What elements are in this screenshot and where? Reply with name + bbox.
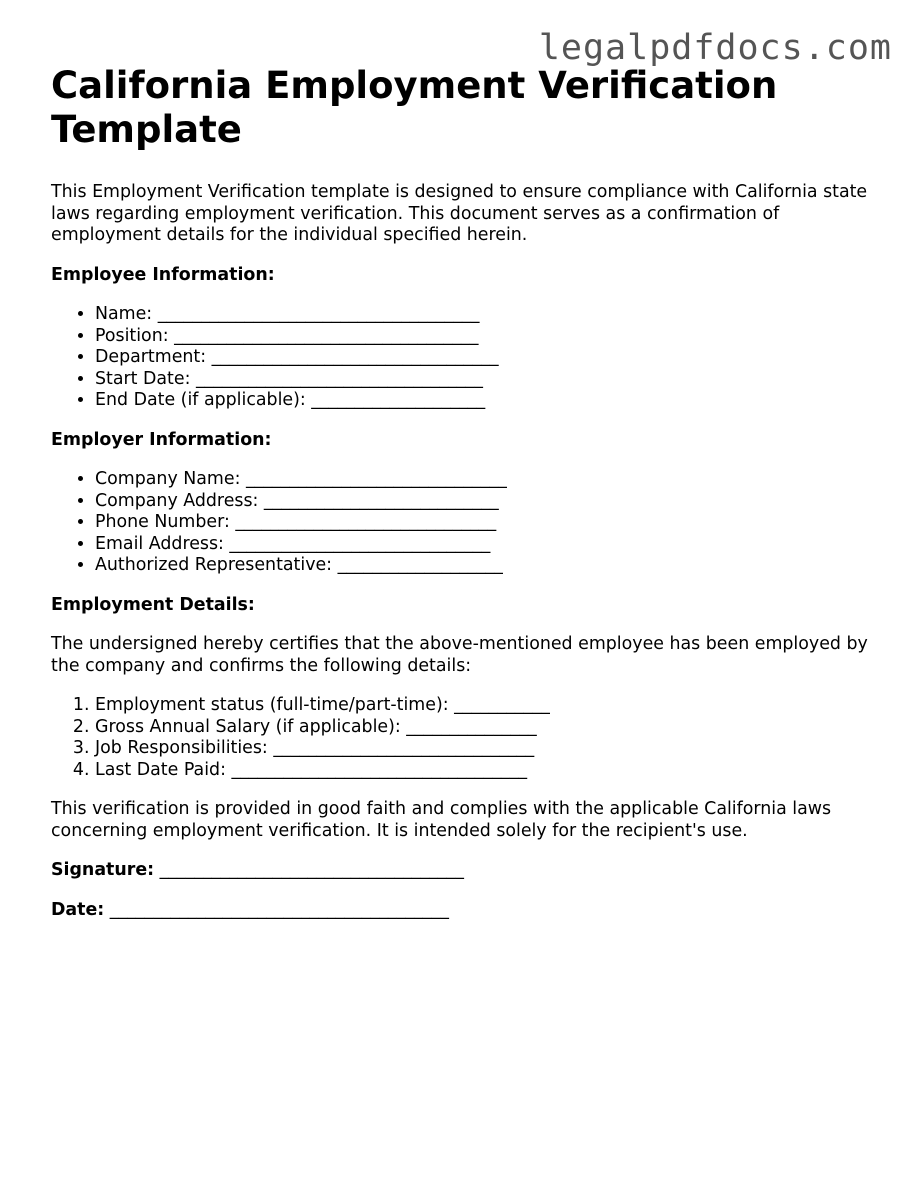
watermark: legalpdfdocs.com bbox=[538, 28, 892, 68]
employee-end-date-field: • End Date (if applicable): ____________________ bbox=[95, 390, 891, 412]
company-address-field: • Company Address: ___________________________ bbox=[95, 491, 891, 513]
employee-start-date-field: • Start Date: _________________________________ bbox=[95, 369, 891, 391]
closing-paragraph: This verification is provided in good faith and complies with the applicable California laws concerning employment verification. It is intended solely for the recipient's use. bbox=[51, 799, 832, 841]
employee-department-field: • Department: _________________________________ bbox=[95, 347, 891, 369]
employee-name-field: • Name: _____________________________________ bbox=[95, 304, 891, 326]
employee-info-heading: Employee Information: bbox=[51, 264, 275, 285]
intro-paragraph: This Employment Verification template is designed to ensure compliance with California state laws regarding employment verification. This document serves as a confirmation of employment details for the individual specified herein. bbox=[51, 182, 868, 245]
signature-line: ___________________________________ bbox=[159, 860, 464, 880]
employer-info-list bbox=[51, 469, 891, 577]
employment-status-field: 1. Employment status (full-time/part-time): ___________ bbox=[95, 695, 891, 717]
last-date-paid-field: 4. Last Date Paid: __________________________________ bbox=[95, 760, 891, 782]
date-line: _______________________________________ bbox=[109, 899, 449, 920]
employment-details-heading: Employment Details: bbox=[51, 594, 255, 615]
date-field bbox=[51, 900, 891, 922]
employer-info-heading: Employer Information: bbox=[51, 429, 272, 450]
document-title: California Employment Verification Template bbox=[51, 64, 778, 151]
date-label: Date: bbox=[51, 899, 105, 920]
email-address-field: • Email Address: ______________________________ bbox=[95, 534, 891, 556]
phone-number-field: • Phone Number: ______________________________ bbox=[95, 512, 891, 534]
job-responsibilities-field: 3. Job Responsibilities: ______________________________ bbox=[95, 738, 891, 760]
employee-position-field: • Position: ___________________________________ bbox=[95, 326, 891, 348]
employment-details-paragraph: The undersigned hereby certifies that the above-mentioned employee has been employed by the company and confirms the following details: bbox=[51, 634, 868, 676]
document-page bbox=[51, 64, 891, 939]
company-name-field: • Company Name: ______________________________ bbox=[95, 469, 891, 491]
signature-field bbox=[51, 860, 891, 882]
employee-info-list bbox=[51, 304, 891, 412]
gross-salary-field: 2. Gross Annual Salary (if applicable): _______________ bbox=[95, 717, 891, 739]
authorized-representative-field: • Authorized Representative: ___________________ bbox=[95, 555, 891, 577]
signature-label: Signature: bbox=[51, 860, 155, 880]
employment-details-list bbox=[51, 695, 891, 781]
